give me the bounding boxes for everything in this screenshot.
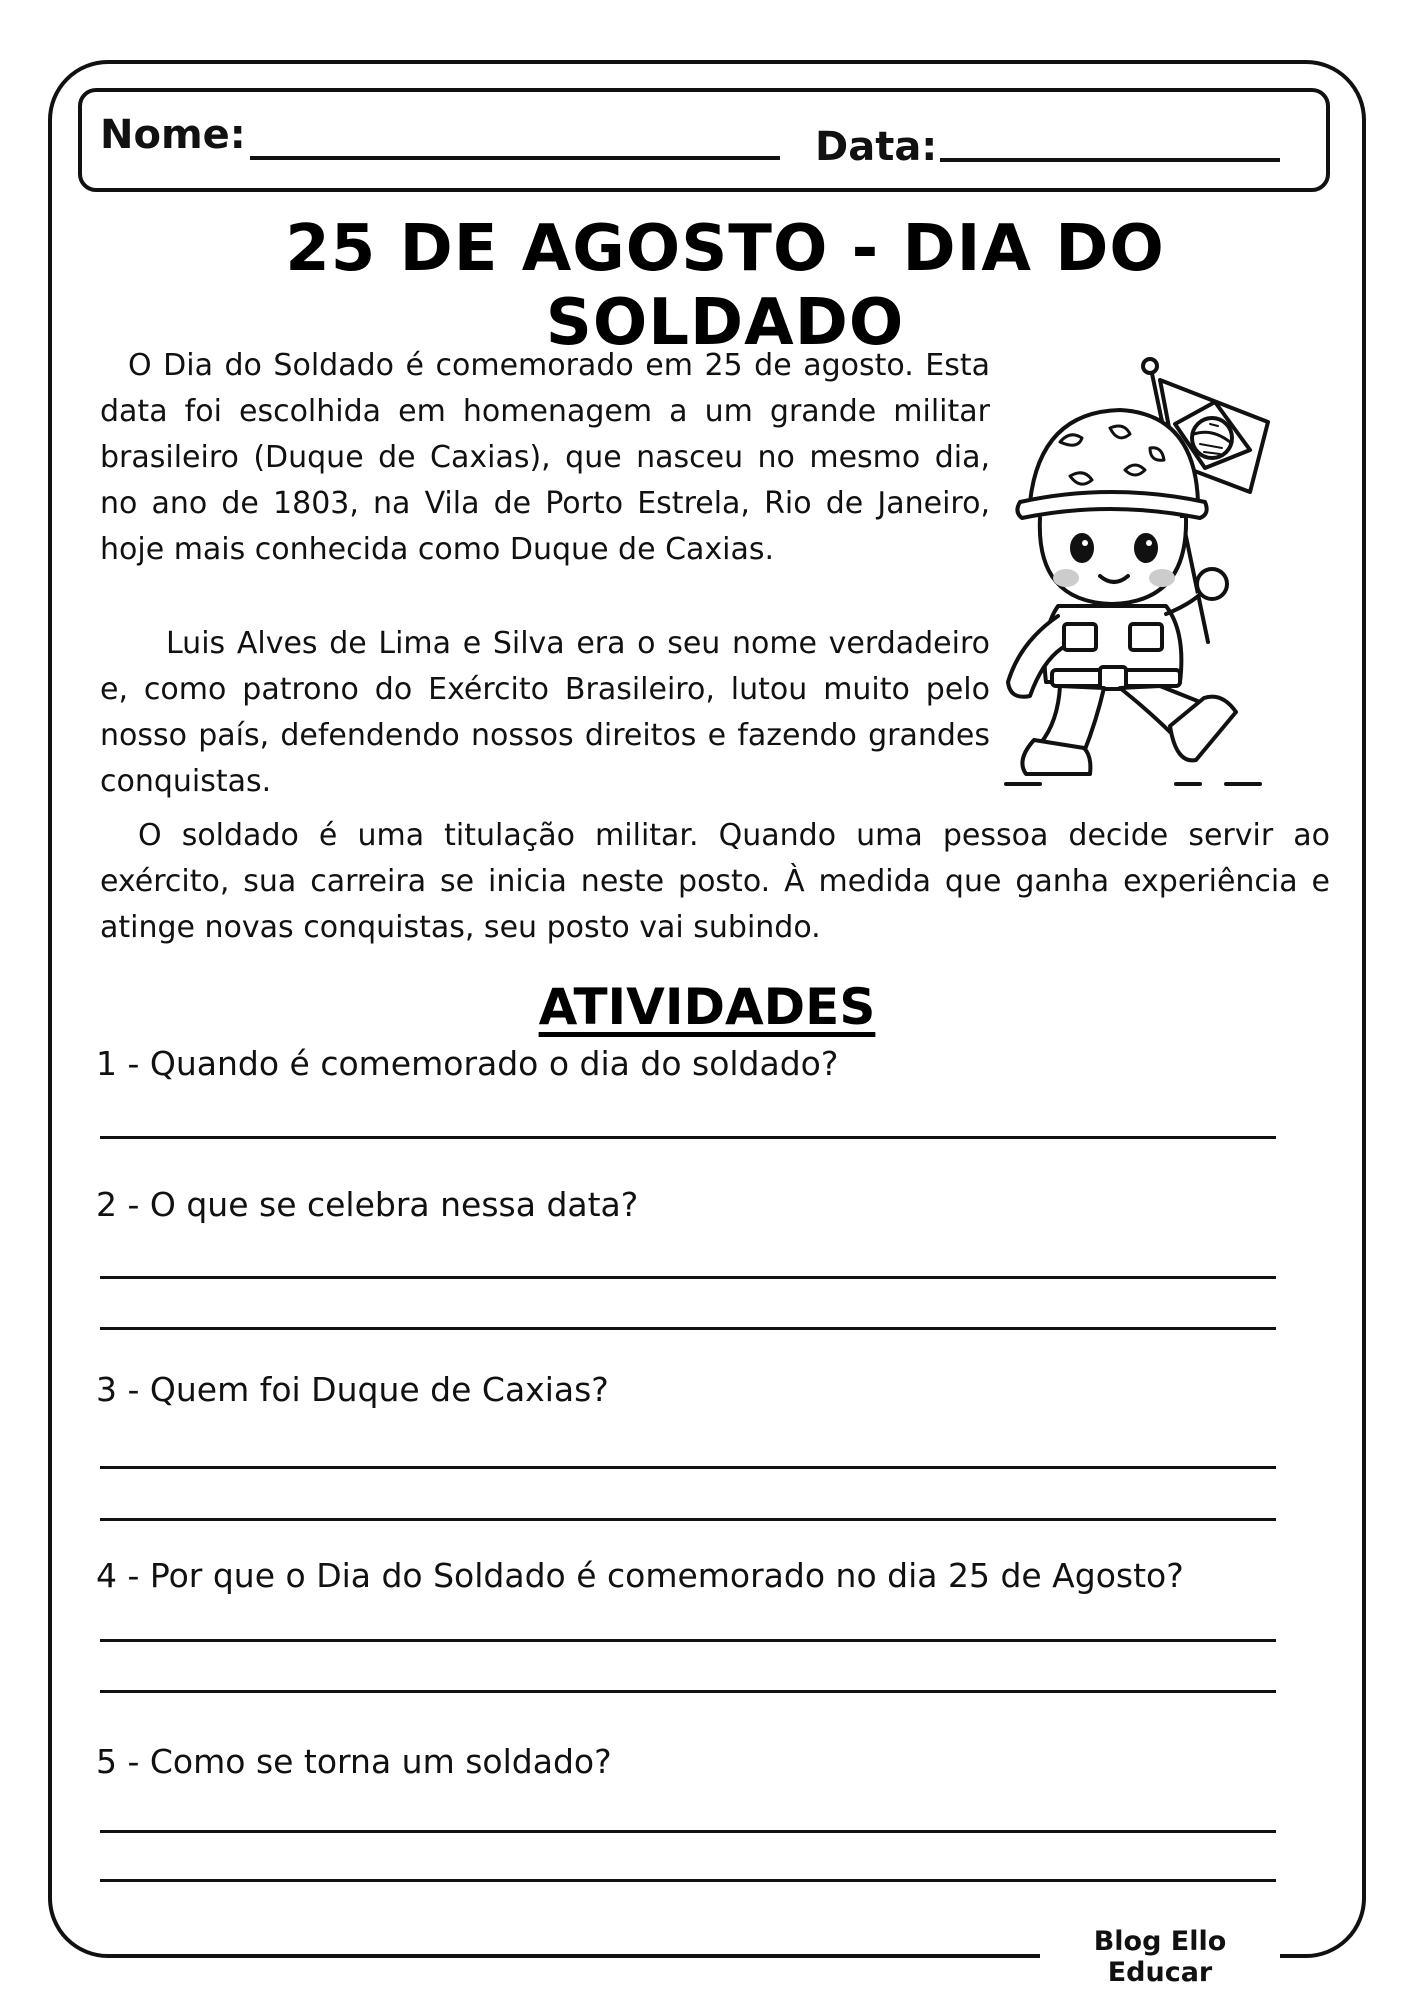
footer-credit: Blog Ello Educar	[1040, 1926, 1280, 1988]
question-3: 3 - Quem foi Duque de Caxias?	[96, 1370, 609, 1409]
date-field[interactable]	[940, 158, 1280, 162]
answer-line-5a[interactable]	[100, 1830, 1276, 1833]
activities-title: ATIVIDADES	[538, 978, 876, 1036]
face	[1040, 518, 1186, 604]
answer-line-4a[interactable]	[100, 1639, 1276, 1642]
answer-line-3b[interactable]	[100, 1518, 1276, 1521]
hand	[1197, 569, 1227, 599]
answer-line-2a[interactable]	[100, 1276, 1276, 1279]
paragraph-2: Luis Alves de Lima e Silva era o seu nome verdadeiro e, como patrono do Exército Brasileiro, lutou muito pelo nosso país, defendendo nossos direitos e fazendo grandes conquistas.	[100, 626, 990, 799]
paragraph-1: O Dia do Soldado é comemorado em 25 de agosto. Esta data foi escolhida em homenagem a um grande militar brasileiro (Duque de Caxias), que nasceu no mesmo dia, no ano de 1803, na Vila de Porto Estrela, Rio de Janeiro, hoje mais conhecida como Duque de Caxias.	[100, 348, 990, 567]
name-field[interactable]	[250, 156, 780, 160]
header-box	[78, 88, 1330, 192]
answer-line-4b[interactable]	[100, 1690, 1276, 1693]
paragraph-3: O soldado é uma titulação militar. Quando uma pessoa decide servir ao exército, sua carreira se inicia neste posto. À medida que ganha experiência e atinge novas conquistas, seu posto vai subindo.	[100, 818, 1330, 945]
answer-line-5b[interactable]	[100, 1879, 1276, 1882]
question-4: 4 - Por que o Dia do Soldado é comemorado no dia 25 de Agosto?	[96, 1556, 1184, 1595]
answer-line-1a[interactable]	[100, 1136, 1276, 1139]
soldier-with-flag-illustration	[1000, 352, 1290, 792]
answer-line-2b[interactable]	[100, 1327, 1276, 1330]
question-5: 5 - Como se torna um soldado?	[96, 1742, 612, 1781]
name-label: Nome:	[100, 112, 246, 158]
question-2: 2 - O que se celebra nessa data?	[96, 1185, 639, 1224]
question-1: 1 - Quando é comemorado o dia do soldado?	[96, 1044, 839, 1083]
answer-line-3a[interactable]	[100, 1466, 1276, 1469]
date-label: Data:	[815, 124, 938, 170]
page-title: 25 DE AGOSTO - DIA DO SOLDADO	[285, 212, 1165, 360]
